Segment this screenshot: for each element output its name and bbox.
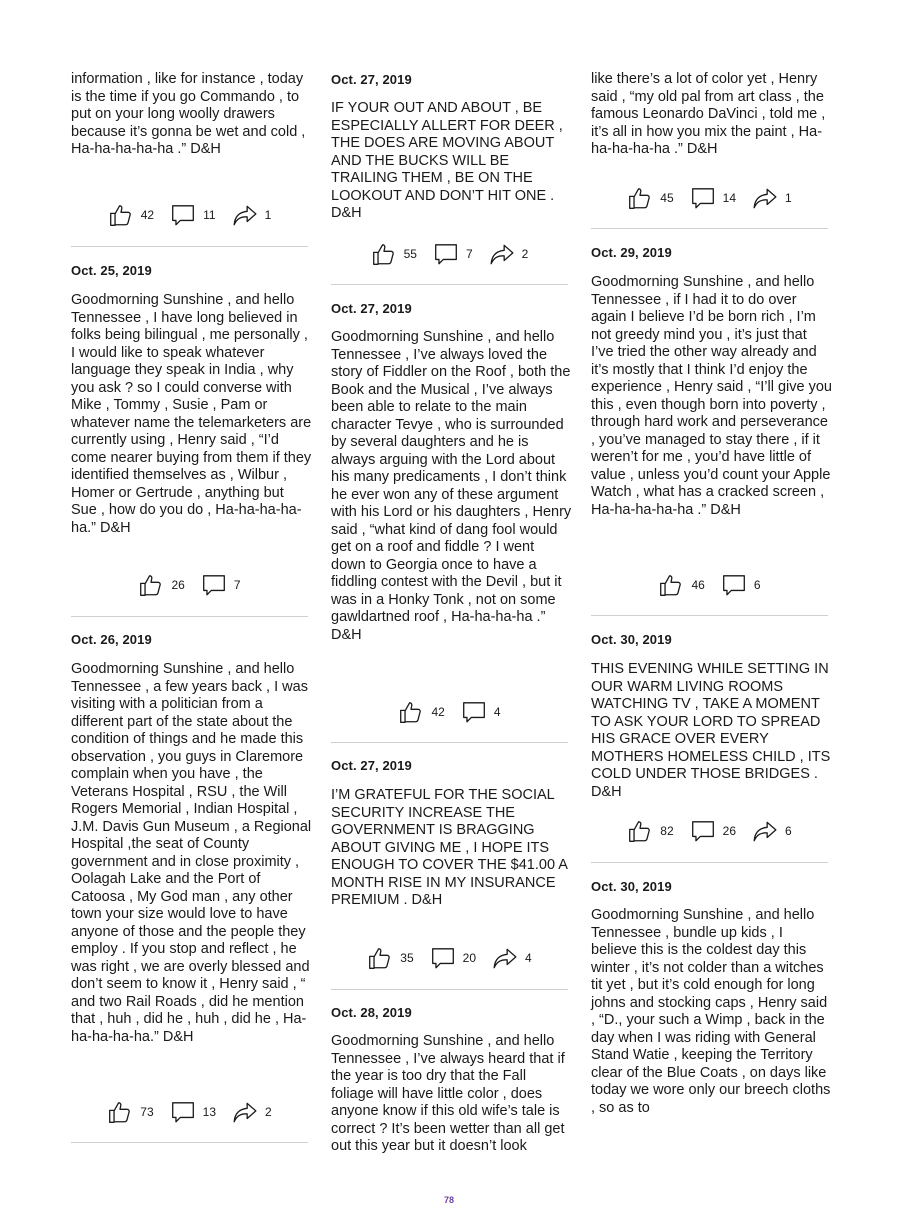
thumbs-up-icon [108, 202, 134, 228]
comment-action[interactable] [721, 572, 761, 598]
like-action[interactable] [627, 818, 673, 844]
thumbs-up-icon [367, 945, 393, 971]
comment-action[interactable] [170, 202, 215, 228]
post-date: Oct. 28, 2019 [331, 1005, 412, 1020]
reaction-bar [591, 817, 828, 845]
comment-action[interactable] [201, 572, 241, 598]
comment-icon [461, 699, 487, 725]
post-date: Oct. 25, 2019 [71, 263, 152, 278]
share-count: 2 [521, 247, 529, 261]
post-date: Oct. 29, 2019 [591, 245, 672, 260]
comment-count: 7 [233, 578, 241, 592]
comment-action[interactable] [461, 699, 501, 725]
comment-count: 11 [203, 208, 216, 222]
divider [331, 989, 568, 990]
like-action[interactable] [627, 185, 673, 211]
like-count: 82 [660, 824, 674, 838]
divider [331, 284, 568, 285]
reaction-bar [591, 184, 828, 212]
comment-count: 7 [465, 247, 473, 261]
share-action[interactable] [752, 818, 792, 844]
comment-icon [201, 572, 227, 598]
share-icon [232, 1099, 258, 1125]
like-count: 45 [660, 191, 674, 205]
post-text: Goodmorning Sunshine , and hello Tennessee , I’ve always loved the story of Fiddler on the Roof , both the Book and the Musical , I’ve always been able to relate to the main character Tevye , who is surrounded by several daughters and he is always arguing with the Lord about his many predicaments , I don’t think he ever won any of these argument with his Lord or his daughters , Henry said , “what kind of dang fool would get on a roof and fiddle ? I went down to Georgia once to have a fiddling contest with the Devil , but it was in a Honky Tonk , not on some gawldartned roof , Ha-ha-ha-ha .” D&H [331, 329, 572, 643]
share-action[interactable] [492, 945, 532, 971]
like-action[interactable] [658, 572, 704, 598]
like-action[interactable] [367, 945, 413, 971]
divider [71, 1142, 308, 1143]
thumbs-up-icon [627, 185, 653, 211]
reaction-bar [71, 571, 308, 599]
like-count: 42 [140, 208, 155, 222]
comment-icon [721, 572, 747, 598]
post-text: information , like for instance , today is the time if you go Commando , to put on your long woolly drawers because it’s gonna be wet and cold , Ha-ha-ha-ha-ha .” D&H [71, 71, 306, 157]
share-icon [492, 945, 518, 971]
comment-count: 14 [722, 191, 737, 205]
share-icon [232, 202, 258, 228]
comment-count: 6 [753, 578, 761, 592]
comment-count: 13 [202, 1105, 217, 1119]
comment-action[interactable] [433, 241, 473, 267]
comment-icon [430, 945, 456, 971]
comment-count: 20 [462, 951, 477, 965]
divider [591, 862, 828, 863]
post-date: Oct. 30, 2019 [591, 632, 672, 647]
thumbs-up-icon [107, 1099, 133, 1125]
share-count: 1 [785, 191, 792, 205]
comment-action[interactable] [690, 818, 736, 844]
post-text: THIS EVENING WHILE SETTING IN OUR WARM LIVING ROOMS WATCHING TV , TAKE A MOMENT TO ASK YOUR LORD TO SPREAD HIS GRACE OVER EVERY MOTHERS HOMELESS CHILD , ITS COLD UNDER THOSE BRIDGES . D&H [591, 661, 831, 800]
like-count: 42 [431, 705, 445, 719]
thumbs-up-icon [627, 818, 653, 844]
post-date: Oct. 27, 2019 [331, 758, 412, 773]
post-text: Goodmorning Sunshine , and hello Tennessee , I’ve always heard that if the year is too dry that the Fall foliage will have little color , does anyone know if this old wife’s tale is correct ? It’s been wetter than all get out this year but it doesn’t look [331, 1033, 565, 1154]
share-count: 2 [265, 1105, 272, 1119]
share-count: 1 [264, 208, 272, 222]
share-icon [489, 241, 515, 267]
like-action[interactable] [108, 202, 154, 228]
post-date: Oct. 27, 2019 [331, 301, 412, 316]
like-action[interactable] [371, 241, 417, 267]
like-count: 26 [171, 578, 185, 592]
comment-action[interactable] [430, 945, 476, 971]
share-action[interactable] [232, 1099, 272, 1125]
share-icon [752, 185, 778, 211]
divider [331, 742, 568, 743]
reaction-bar [71, 201, 308, 229]
thumbs-up-icon [398, 699, 424, 725]
like-count: 46 [691, 578, 705, 592]
reaction-bar [331, 944, 568, 972]
post-text: Goodmorning Sunshine , and hello Tennessee , bundle up kids , I believe this is the coldest day this winter , it’s not colder than a witches tit yet , but it’s cold enough for long johns and stocking caps , Henry said , “D., your such a Wimp , back in the day when I was riding with General Stand Watie , keeping the Territory clear of the Blue Coats , on days like today we wore only our breech cloths , so as to [591, 907, 831, 1116]
post-text: Goodmorning Sunshine , and hello Tennessee , if I had it to do over again I believe I’d be born rich , I’m not greedy mind you , it’s just that I’ve tried the other way already and it’s mostly that I think I’d enjoy the experience , Henry said , “I’ll give you this , even though born into poverty , through hard work and perseverance , you’ve managed to stay there , if it weren’t for me , you’d have little of value , unless you’d count your Apple Watch , what has a cracked screen , Ha-ha-ha-ha-ha .” D&H [591, 274, 832, 518]
comment-icon [690, 818, 716, 844]
thumbs-up-icon [658, 572, 684, 598]
share-count: 6 [785, 824, 792, 838]
reaction-bar [71, 1098, 308, 1126]
reaction-bar [331, 240, 568, 268]
post-text: like there’s a lot of color yet , Henry said , “my old pal from art class , the famous Leonardo DaVinci , told me , it’s all in how you mix the paint , Ha-ha-ha-ha-ha .” D&H [591, 71, 826, 157]
divider [591, 228, 828, 229]
post-date: Oct. 27, 2019 [331, 72, 412, 87]
reaction-bar [331, 698, 568, 726]
share-action[interactable] [752, 185, 792, 211]
like-action[interactable] [398, 699, 444, 725]
divider [71, 616, 308, 617]
thumbs-up-icon [371, 241, 397, 267]
comment-count: 26 [722, 824, 737, 838]
like-count: 55 [403, 247, 417, 261]
comment-icon [690, 185, 716, 211]
like-action[interactable] [138, 572, 184, 598]
comment-count: 4 [493, 705, 501, 719]
like-count: 73 [140, 1105, 154, 1119]
post-text: Goodmorning Sunshine , and hello Tennessee , I have long believed in folks being bilingual , me personally , I would like to speak whatever language they speak in India , why you ask ? so I could converse with Mike , Tommy , Susie , Pam or whatever name the telemarketers are currently using , Henry said , “I’d come nearer buying from them if they identified themselves as , Wilbur , Homer or Gertrude , anything but Sue , how do you do , Ha-ha-ha-ha-ha.” D&H [71, 292, 312, 536]
thumbs-up-icon [138, 572, 164, 598]
comment-icon [170, 202, 196, 228]
like-count: 35 [400, 951, 414, 965]
post-text: IF YOUR OUT AND ABOUT , BE ESPECIALLY ALLERT FOR DEER , THE DOES ARE MOVING ABOUT AND THE BUCKS WILL BE TRAILING THEM , BE ON THE LOOKOUT AND DON’T HIT ONE . D&H [331, 100, 563, 221]
post-text: I’M GRATEFUL FOR THE SOCIAL SECURITY INCREASE THE GOVERNMENT IS BRAGGING ABOUT GIVING ME , I HOPE ITS ENOUGH TO COVER THE $41.00 A MONTH RISE IN MY INSURANCE PREMIUM . D&H [331, 787, 568, 908]
comment-action[interactable] [170, 1099, 216, 1125]
share-count: 4 [525, 951, 532, 965]
post-date: Oct. 30, 2019 [591, 879, 672, 894]
page-number: 78 [443, 1195, 454, 1205]
reaction-bar [591, 571, 828, 599]
like-action[interactable] [107, 1099, 153, 1125]
comment-icon [433, 241, 459, 267]
post-text: Goodmorning Sunshine , and hello Tennessee , a few years back , I was visiting with a politician from a different part of the state about the condition of things and he made this observation , you guys in Claremore complain when you have , the Veterans Hospital , RSU , the Will Rogers Memorial , Indian Hospital , J.M. Davis Gun Museum , a Regional Hospital ,the seat of County government and in close proximity , Oolagah Lake and the Port of Catoosa , My God man , any other town your size would love to have anyone of those and the people they employ . If you stop and reflect , he was right , we are overly blessed and don’t seem to know it , Henry said , “ and two Rail Roads , did he mention that , huh , did he , huh , did he , Ha-ha-ha-ha-ha.” D&H [71, 661, 312, 1045]
post-date: Oct. 26, 2019 [71, 632, 152, 647]
divider [591, 615, 828, 616]
comment-icon [170, 1099, 196, 1125]
comment-action[interactable] [690, 185, 736, 211]
share-action[interactable] [489, 241, 529, 267]
share-icon [752, 818, 778, 844]
divider [71, 246, 308, 247]
share-action[interactable] [232, 202, 272, 228]
